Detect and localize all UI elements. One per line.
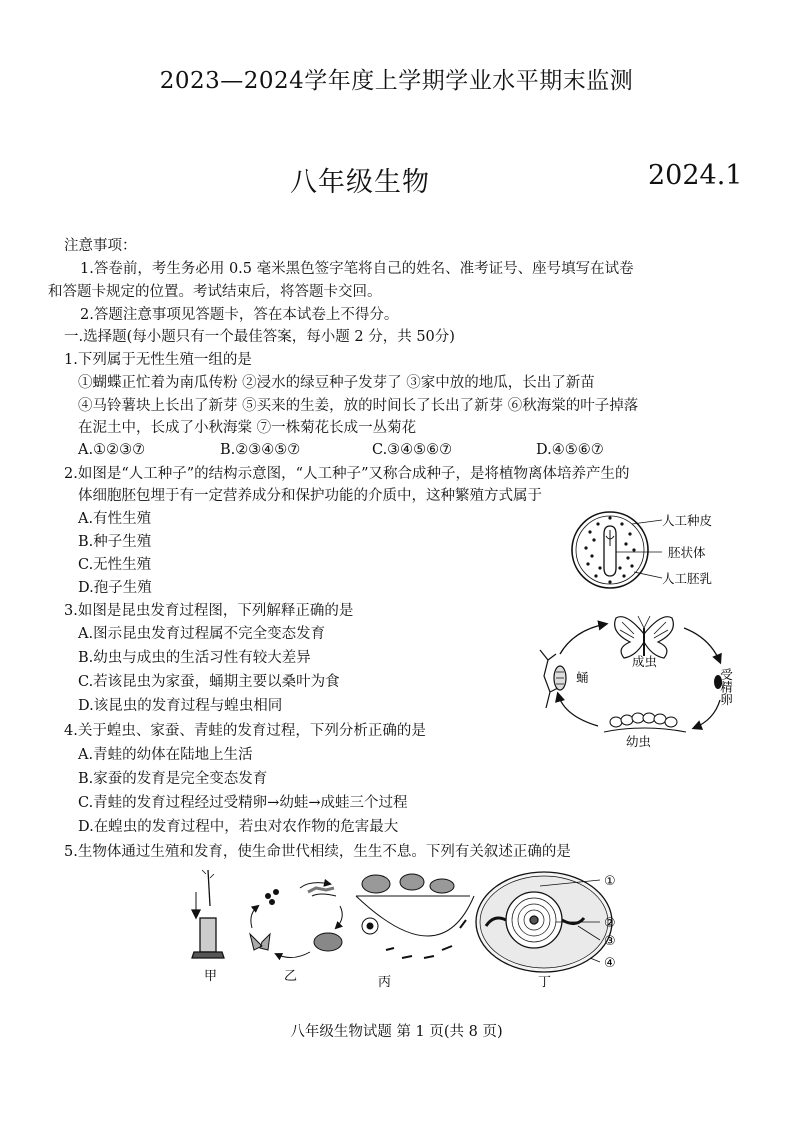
q4-stem: 4.关于蝗虫、家蚕、青蛙的发育过程，下列分析正确的是 xyxy=(64,723,426,739)
label-yi: 乙 xyxy=(284,969,298,984)
artificial-seed-figure xyxy=(570,506,760,598)
q1-line3: 在泥土中，长成了小秋海棠 ⑦一株菊花长成一丛菊花 xyxy=(78,420,417,436)
label-adult: 成虫 xyxy=(632,654,658,669)
q2-option-a: A.有性生殖 xyxy=(78,511,152,527)
label-artificial-endosperm: 人工胚乳 xyxy=(662,571,713,586)
section-heading: 一.选择题(每小题只有一个最佳答案，每小题 2 分，共 50分) xyxy=(64,329,455,345)
q5-stem: 5.生物体通过生殖和发育，使生命世代相续，生生不息。下列有关叙述正确的是 xyxy=(64,844,571,860)
marker-2: ② xyxy=(604,916,616,931)
q3-option-a: A.图示昆虫发育过程属不完全变态发育 xyxy=(78,626,326,642)
q1-stem: 1.下列属于无性生殖一组的是 xyxy=(64,352,252,368)
q3-stem: 3.如图是昆虫发育过程图，下列解释正确的是 xyxy=(64,603,354,619)
label-artificial-coat: 人工种皮 xyxy=(662,513,713,528)
q3-option-c: C.若该昆虫为家蚕，蛹期主要以桑叶为食 xyxy=(78,674,340,690)
bird-egg-icon xyxy=(476,872,612,972)
q4-option-b: B.家蚕的发育是完全变态发育 xyxy=(78,771,268,787)
q1-option-b: B.②③④⑤⑦ xyxy=(220,442,301,458)
exam-title: 2023—2024学年度上学期学业水平期末监测 xyxy=(159,68,634,94)
q1-line1: ①蝴蝶正忙着为南瓜传粉 ②浸水的绿豆种子发芽了 ③家中放的地瓜，长出了新苗 xyxy=(78,375,595,391)
label-pupa: 蛹 xyxy=(576,670,589,685)
q1-option-a: A.①②③⑦ xyxy=(78,442,146,458)
butterfly-icon xyxy=(615,616,674,658)
label-jia: 甲 xyxy=(204,969,218,984)
q3-option-b: B.幼虫与成虫的生活习性有较大差异 xyxy=(78,650,311,666)
label-embryoid: 胚状体 xyxy=(668,545,706,560)
reproduction-figures xyxy=(180,866,640,994)
marker-1: ① xyxy=(604,874,616,889)
label-bing: 丙 xyxy=(378,975,392,990)
q3-option-d: D.该昆虫的发育过程与蝗虫相同 xyxy=(78,698,283,714)
pupa-icon xyxy=(540,650,566,708)
notice-item-2: 2.答题注意事项见答题卡，答在本试卷上不得分。 xyxy=(80,307,399,323)
q4-option-d: D.在蝗虫的发育过程中，若虫对农作物的危害最大 xyxy=(78,819,399,835)
q2-option-b: B.种子生殖 xyxy=(78,534,152,550)
q1-option-c: C.③④⑤⑥⑦ xyxy=(372,442,453,458)
exam-date: 2024.1 xyxy=(648,160,743,191)
q2-option-d: D.孢子生殖 xyxy=(78,580,152,596)
q1-line2: ④马铃薯块上长出了新芽 ⑤买来的生姜，放的时间长了长出了新芽 ⑥秋海棠的叶子掉落 xyxy=(78,398,639,414)
label-egg: 受精卵 xyxy=(718,668,734,706)
marker-4: ④ xyxy=(604,956,616,971)
q2-stem-1: 2.如图是“人工种子”的结构示意图，“人工种子”又称合成种子，是将植物离体培养产生的 xyxy=(64,466,630,482)
silkworm-cycle-icon xyxy=(250,883,342,958)
larva-icon xyxy=(604,713,686,732)
label-ding: 丁 xyxy=(538,975,552,990)
notice-item-1b: 和答题卡规定的位置。考试结束后，将答题卡交回。 xyxy=(48,284,382,300)
notice-item-1a: 1.答卷前，考生务必用 0.5 毫米黑色签字笔将自己的姓名、准考证号、座号填写在试卷 xyxy=(80,261,634,277)
q1-option-d: D.④⑤⑥⑦ xyxy=(536,442,604,458)
q2-option-c: C.无性生殖 xyxy=(78,557,152,573)
q4-option-a: A.青蛙的幼体在陆地上生活 xyxy=(78,747,253,763)
label-larva: 幼虫 xyxy=(626,734,652,749)
insect-lifecycle-figure xyxy=(534,604,754,752)
marker-3: ③ xyxy=(604,934,616,949)
grafting-icon xyxy=(192,870,224,958)
q2-stem-2: 体细胞胚包埋于有一定营养成分和保护功能的介质中，这种繁殖方式属于 xyxy=(78,488,542,504)
subject-title: 八年级生物 xyxy=(290,167,430,198)
frog-cycle-icon xyxy=(356,874,474,958)
q4-option-c: C.青蛙的发育过程经过受精卵→幼蛙→成蛙三个过程 xyxy=(78,795,408,811)
page-footer: 八年级生物试题 第 1 页(共 8 页) xyxy=(290,1024,503,1040)
notice-heading: 注意事项： xyxy=(64,238,137,254)
